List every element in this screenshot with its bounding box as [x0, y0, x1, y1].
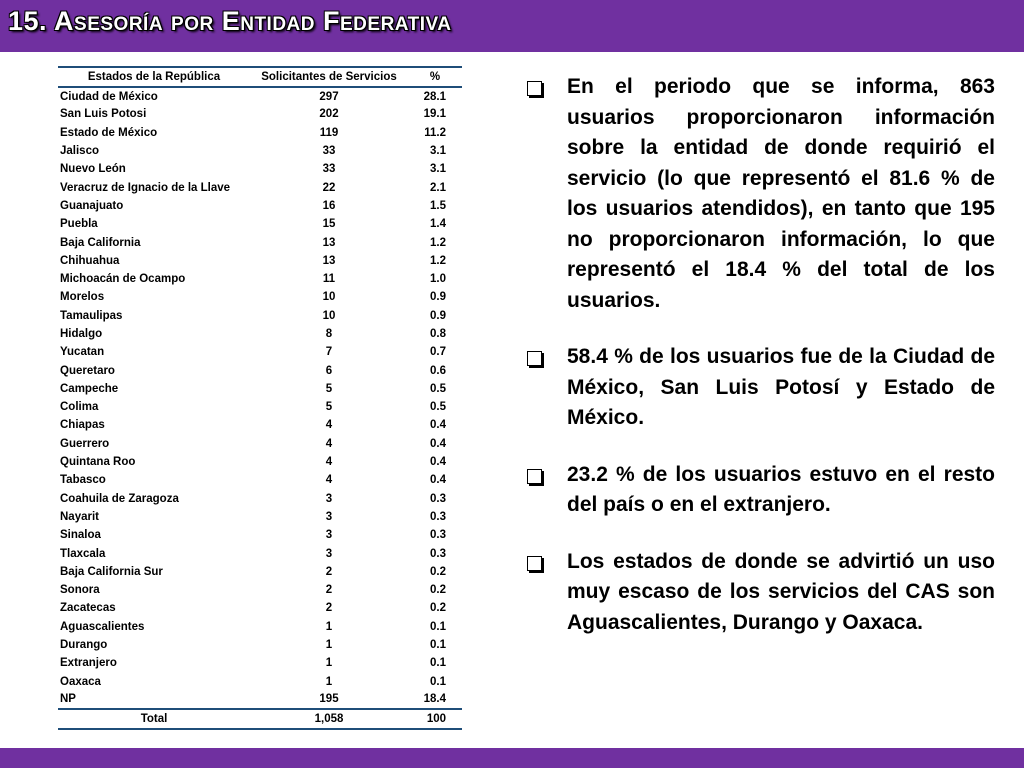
table-row	[58, 453, 462, 471]
states-table	[58, 66, 462, 730]
cell-requests: 202	[319, 108, 339, 121]
table-row	[58, 508, 462, 526]
cell-percent: 0.4	[430, 456, 446, 469]
cell-percent: 0.5	[430, 382, 446, 395]
cell-state: San Luis Potosi	[60, 108, 147, 121]
cell-percent: 11.2	[424, 126, 446, 139]
cell-percent: 28.1	[423, 90, 446, 103]
cell-requests: 11	[322, 273, 336, 286]
cell-state: Sonora	[60, 584, 100, 597]
cell-state: Colima	[60, 401, 99, 414]
cell-state: Morelos	[60, 291, 105, 304]
table-row	[58, 654, 462, 672]
cell-state: Chiapas	[60, 419, 105, 432]
cell-requests: 5	[325, 382, 333, 395]
cell-requests: 4	[325, 456, 333, 469]
table-row	[58, 270, 462, 288]
cell-percent: 3.1	[430, 163, 446, 176]
cell-state: Extranjero	[60, 657, 117, 670]
cell-state: Nuevo León	[60, 163, 126, 176]
cell-requests: 195	[250, 691, 408, 709]
table-row	[58, 142, 462, 160]
cell-state: NP	[58, 691, 250, 709]
table-row	[58, 105, 462, 123]
cell-state: Tlaxcala	[60, 547, 106, 560]
bullet-item	[525, 72, 995, 316]
cell-state: Aguascalientes	[60, 620, 145, 633]
cell-state: Queretaro	[60, 364, 115, 377]
cell-percent: 0.4	[430, 437, 446, 450]
table-header-row	[58, 67, 462, 87]
cell-percent: 0.3	[430, 529, 446, 542]
cell-state: Tamaulipas	[60, 309, 123, 322]
cell-requests: 33	[322, 145, 336, 158]
cell-state: Baja California Sur	[60, 565, 163, 578]
table-row	[58, 490, 462, 508]
cell-requests: 297	[319, 90, 339, 103]
cell-percent: 0.2	[430, 602, 446, 615]
cell-requests: 5	[325, 401, 333, 414]
cell-requests: 13	[322, 236, 336, 249]
page-title: 15. Asesoría por Entidad Federativa	[8, 6, 452, 36]
checkbox-bullet-icon	[527, 351, 542, 366]
cell-percent: 19.1	[423, 108, 446, 121]
cell-requests: 1	[325, 675, 333, 688]
cell-requests: 1	[325, 620, 333, 633]
cell-requests: 6	[325, 364, 333, 377]
cell-requests: 4	[325, 419, 333, 432]
cell-percent: 0.6	[430, 364, 446, 377]
table-row	[58, 288, 462, 306]
cell-state: Michoacán de Ocampo	[60, 273, 186, 286]
cell-requests: 33	[322, 163, 336, 176]
cell-percent: 1.5	[430, 199, 446, 212]
table-row	[58, 197, 462, 215]
cell-percent: 1.4	[430, 218, 446, 231]
table-row	[58, 361, 462, 379]
cell-requests: 4	[325, 437, 333, 450]
cell-percent: 0.9	[430, 291, 446, 304]
cell-percent: 2.1	[430, 181, 446, 194]
column-header-state: Estados de la República	[58, 67, 250, 87]
table-row	[58, 252, 462, 270]
bullet-text: 23.2 % de los usuarios estuvo en el resto del país o en el extranjero.	[567, 462, 995, 516]
cell-percent: 1.0	[430, 273, 446, 286]
cell-requests: 2	[325, 602, 333, 615]
checkbox-bullet-icon	[527, 81, 542, 96]
cell-requests: 3	[325, 492, 333, 505]
cell-percent: 0.2	[430, 584, 446, 597]
checkbox-bullet-icon	[527, 469, 542, 484]
cell-percent: 0.1	[430, 620, 446, 633]
cell-requests: 1	[325, 657, 333, 670]
cell-requests: 7	[325, 346, 333, 359]
cell-percent: 0.8	[430, 328, 446, 340]
cell-percent: 0.7	[430, 346, 446, 359]
cell-state: Veracruz de Ignacio de la Llave	[60, 181, 231, 194]
table-row	[58, 581, 462, 599]
total-percent: 100	[408, 709, 462, 729]
cell-state: Guerrero	[60, 437, 110, 450]
cell-requests: 2	[325, 584, 333, 597]
cell-percent: 0.1	[430, 675, 446, 688]
cell-percent: 0.1	[430, 639, 446, 652]
cell-requests: 10	[322, 291, 336, 304]
table-row	[58, 215, 462, 233]
bullet-item	[525, 460, 995, 521]
cell-state: Coahuila de Zaragoza	[60, 492, 179, 505]
cell-requests: 3	[325, 510, 333, 523]
cell-state: Puebla	[60, 218, 98, 231]
cell-requests: 13	[322, 254, 336, 267]
table-row	[58, 599, 462, 617]
cell-state: Yucatan	[60, 346, 105, 359]
bullet-text: Los estados de donde se advirtió un uso muy escaso de los servicios del CAS son Aguascalientes, Durango y Oaxaca.	[567, 549, 995, 634]
cell-requests: 3	[325, 547, 333, 560]
cell-requests: 2	[325, 565, 333, 578]
table-row	[58, 636, 462, 654]
cell-percent: 0.4	[430, 419, 446, 432]
cell-state: Guanajuato	[60, 199, 124, 212]
bullet-text: En el periodo que se informa, 863 usuarios proporcionaron información sobre la entidad de donde requirió el servicio (lo que representó el 81.6 % de los usuarios atendidos), en tanto que 195 no proporcionaron información, lo que representó el 18.4 % del total de los usuarios.	[567, 75, 995, 312]
cell-state: Zacatecas	[60, 602, 116, 615]
cell-percent: 0.3	[430, 510, 446, 523]
title-bar	[0, 0, 1024, 52]
cell-percent: 3.1	[430, 145, 446, 158]
cell-percent: 1.2	[430, 254, 446, 267]
table-row	[58, 343, 462, 361]
table-row	[58, 618, 462, 636]
summary-bullets	[525, 72, 995, 638]
table-row	[58, 87, 462, 105]
total-requests: 1,058	[250, 709, 408, 729]
table-total-row	[58, 709, 462, 729]
table-row	[58, 691, 462, 709]
cell-requests: 10	[322, 309, 336, 322]
bottom-bar	[0, 748, 1024, 768]
cell-state: Jalisco	[60, 145, 99, 158]
cell-state: Chihuahua	[60, 254, 120, 267]
cell-requests: 1	[325, 639, 333, 652]
cell-state: Quintana Roo	[60, 456, 136, 469]
cell-requests: 4	[325, 474, 333, 487]
cell-requests: 16	[322, 199, 336, 212]
table-row	[58, 471, 462, 489]
cell-requests: 3	[325, 529, 333, 542]
cell-requests: 15	[322, 218, 336, 231]
table-row	[58, 325, 462, 343]
cell-requests: 22	[322, 181, 336, 194]
cell-state: Durango	[60, 639, 108, 652]
cell-state: Tabasco	[60, 474, 106, 487]
cell-state: Estado de México	[60, 126, 158, 139]
total-label: Total	[58, 709, 250, 729]
cell-percent: 0.4	[430, 474, 446, 487]
cell-percent: 1.2	[430, 236, 446, 249]
column-header-percent: %	[408, 67, 462, 87]
bullet-text: 58.4 % de los usuarios fue de la Ciudad de México, San Luis Potosí y Estado de México.	[567, 345, 995, 429]
column-header-requests: Solicitantes de Servicios	[250, 67, 408, 87]
table-row	[58, 398, 462, 416]
cell-state: Ciudad de México	[60, 90, 158, 103]
table-row	[58, 380, 462, 398]
table-row	[58, 673, 462, 691]
cell-percent: 0.5	[430, 401, 446, 414]
table-row	[58, 435, 462, 453]
cell-state: Nayarit	[60, 510, 99, 523]
bullet-item	[525, 342, 995, 434]
cell-state: Oaxaca	[60, 675, 101, 688]
table-row	[58, 124, 462, 142]
cell-state: Campeche	[60, 382, 119, 395]
bullet-item	[525, 547, 995, 639]
states-table-container	[58, 66, 462, 730]
cell-percent: 18.4	[408, 691, 462, 709]
table-body	[58, 87, 462, 709]
cell-percent: 0.2	[430, 565, 446, 578]
table-row	[58, 178, 462, 196]
cell-state: Hidalgo	[60, 328, 103, 340]
cell-percent: 0.3	[430, 547, 446, 560]
table-row	[58, 526, 462, 544]
table-row	[58, 307, 462, 325]
cell-requests: 8	[325, 328, 333, 340]
cell-percent: 0.9	[430, 309, 446, 322]
table-row	[58, 233, 462, 251]
cell-state: Sinaloa	[60, 529, 101, 542]
cell-percent: 0.3	[430, 492, 446, 505]
table-row	[58, 160, 462, 178]
table-row	[58, 416, 462, 434]
cell-percent: 0.1	[430, 657, 446, 670]
cell-requests: 119	[319, 126, 339, 139]
table-row	[58, 563, 462, 581]
table-row	[58, 544, 462, 562]
checkbox-bullet-icon	[527, 556, 542, 571]
cell-state: Baja California	[60, 236, 141, 249]
